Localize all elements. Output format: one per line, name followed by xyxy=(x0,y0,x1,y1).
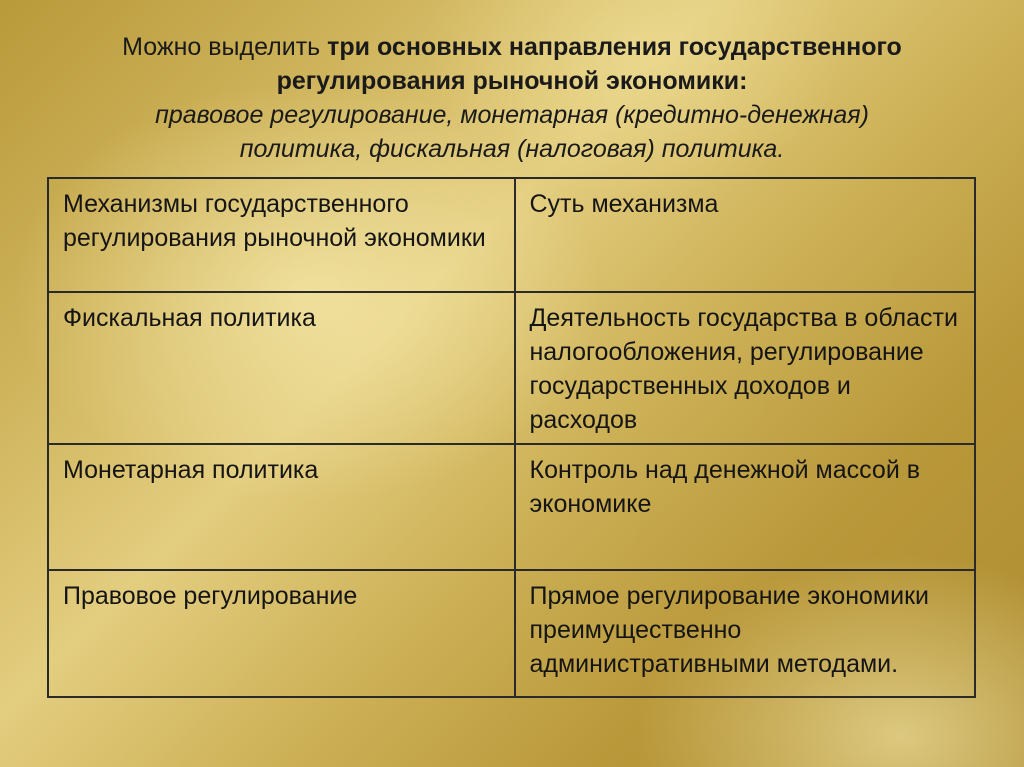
heading-line-1 xyxy=(40,30,984,64)
slide-heading xyxy=(40,30,984,166)
heading-italic-2: политика, фискальная (налоговая) политика. xyxy=(239,135,785,163)
header-mechanisms-cell: Механизмы государственного регулирования рыночной экономики xyxy=(48,178,515,292)
heading-prefix: Можно выделить xyxy=(122,33,328,61)
table-header-row xyxy=(48,178,975,292)
heading-bold-2: регулирования рыночной экономики: xyxy=(276,67,748,95)
table-row xyxy=(48,570,975,697)
header-essence-cell: Суть механизма xyxy=(515,178,976,292)
mechanism-cell: Фискальная политика xyxy=(48,292,515,444)
mechanism-cell: Правовое регулирование xyxy=(48,570,515,697)
mechanism-cell: Монетарная политика xyxy=(48,444,515,570)
heading-italic-1: правовое регулирование, монетарная (кредитно-денежная) xyxy=(155,101,869,129)
table-row xyxy=(48,292,975,444)
mechanisms-table xyxy=(47,177,976,698)
heading-bold-1: три основных направления государственного xyxy=(327,33,902,61)
essence-cell: Прямое регулирование экономики преимущественно административными методами. xyxy=(515,570,976,697)
essence-cell: Контроль над денежной массой в экономике xyxy=(515,444,976,570)
essence-cell: Деятельность государства в области налогообложения, регулирование государственных доходов и расходов xyxy=(515,292,976,444)
table-row xyxy=(48,444,975,570)
